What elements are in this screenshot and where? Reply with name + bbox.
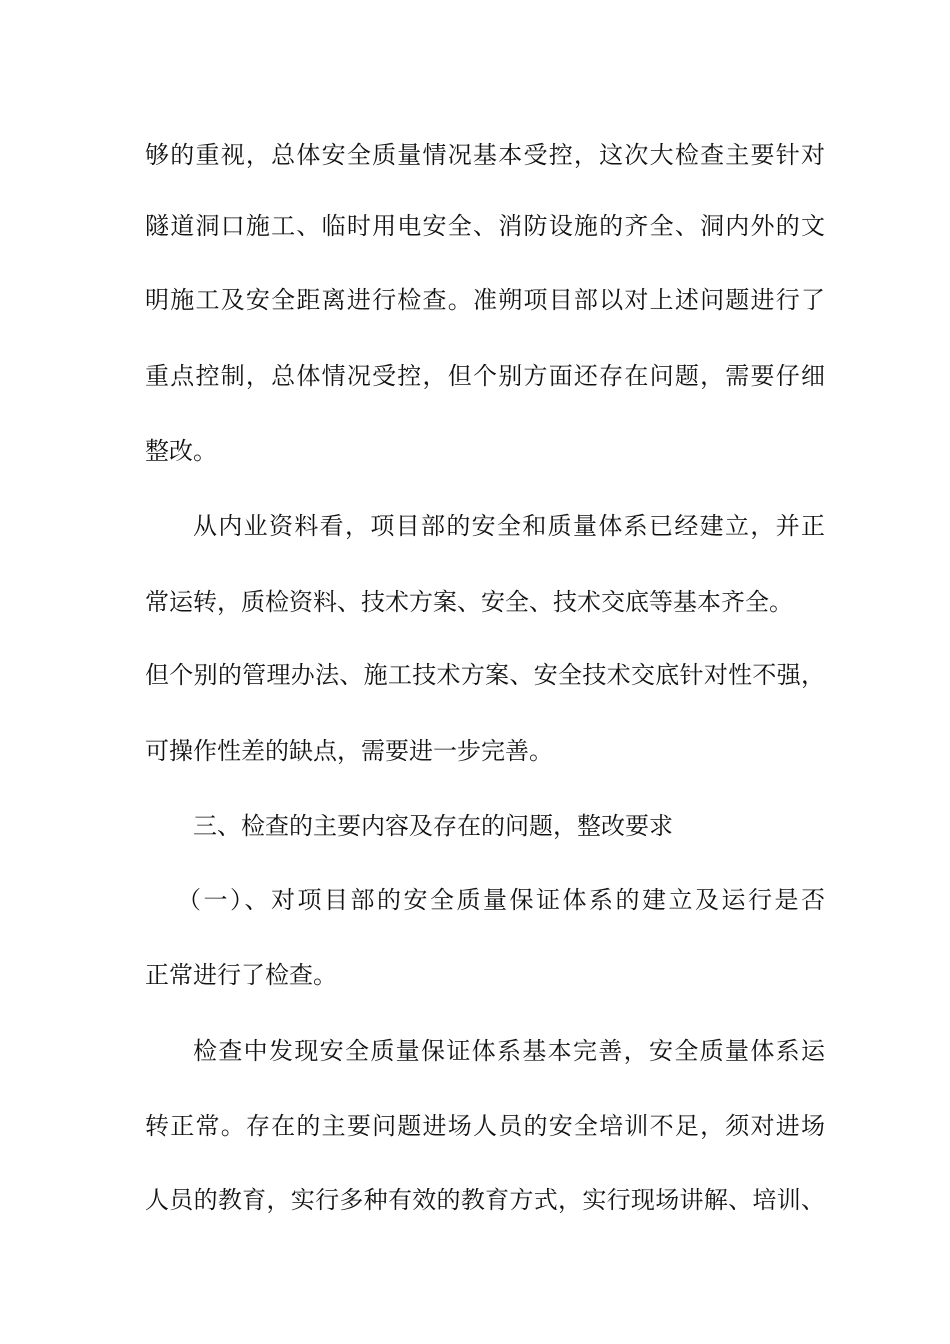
paragraph-first-line: 从内业资料看，项目部的安全和质量体系已经建立，并正 xyxy=(193,512,825,540)
body-text-line: 人员的教育，实行多种有效的教育方式，实行现场讲解、培训、 xyxy=(145,1186,825,1214)
body-text-line: 正常进行了检查。 xyxy=(145,961,337,989)
body-text-line: 可操作性差的缺点，需要进一步完善。 xyxy=(145,737,553,765)
body-text-line: 常运转，质检资料、技术方案、安全、技术交底等基本齐全。 xyxy=(145,588,793,616)
section-heading: 三、检查的主要内容及存在的问题，整改要求 xyxy=(193,812,673,840)
body-text-line: 隧道洞口施工、临时用电安全、消防设施的齐全、洞内外的文 xyxy=(145,212,825,240)
body-text-line: 重点控制，总体情况受控，但个别方面还存在问题，需要仔细 xyxy=(145,362,825,390)
body-text-line: 整改。 xyxy=(145,437,217,465)
body-text-line: 转正常。存在的主要问题进场人员的安全培训不足，须对进场 xyxy=(145,1112,825,1140)
subsection-heading: （一）、对项目部的安全质量保证体系的建立及运行是否 xyxy=(177,886,825,914)
body-text-line: 够的重视，总体安全质量情况基本受控，这次大检查主要针对 xyxy=(145,141,825,169)
paragraph-first-line: 检查中发现安全质量保证体系基本完善，安全质量体系运 xyxy=(193,1037,825,1065)
body-text-line: 但个别的管理办法、施工技术方案、安全技术交底针对性不强， xyxy=(145,661,825,689)
body-text-line: 明施工及安全距离进行检查。准朔项目部以对上述问题进行了 xyxy=(145,286,825,314)
